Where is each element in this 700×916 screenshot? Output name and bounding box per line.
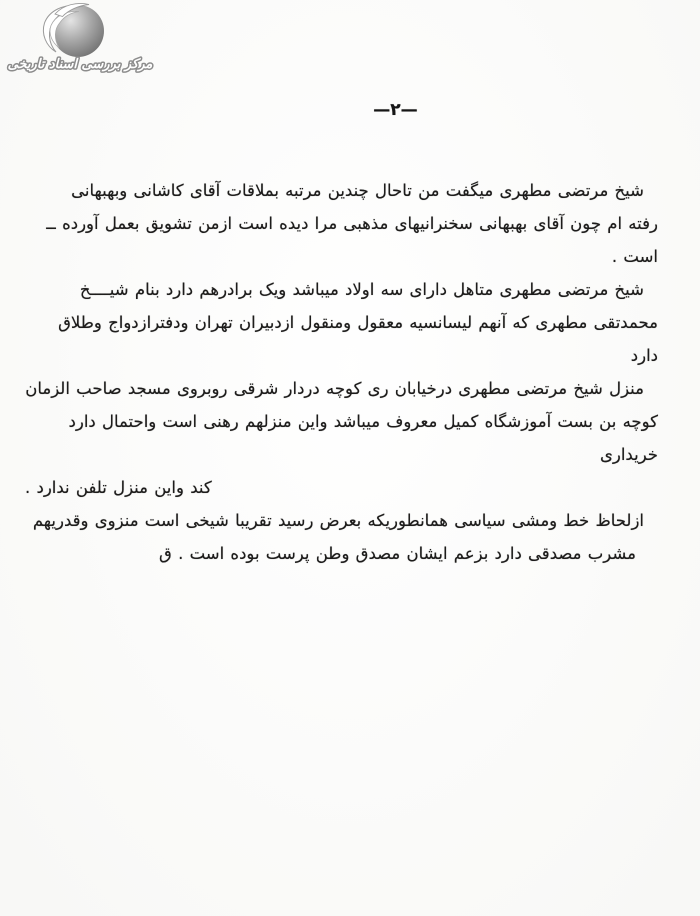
text-line: محمدتقی مطهری که آنهم لیسانسیه معقول ومنقول ازدبیران تهران ودفترازدواج وطلاق دارد — [58, 313, 658, 365]
text-line: شیخ مرتضی مطهری میگفت من تاحال چندین مرتبه بملاقات آقای کاشانی وبهبهانی — [71, 181, 644, 200]
archive-watermark — [4, 2, 156, 78]
text-line: است . — [611, 247, 658, 266]
book-globe-icon — [4, 2, 156, 78]
watermark-org-name: مرکز بررسی اسناد تاریخی — [7, 57, 153, 72]
text-line: رفته ام چون آقای بهبهانی سخنرانیهای مذهبی مرا دیده است ازمن تشویق بعمل آورده ــ — [46, 214, 658, 233]
text-line: شیخ مرتضی مطهری متاهل دارای سه اولاد میباشد ویک برادرهم دارد بنام شیــــخ — [79, 280, 644, 299]
page-number: —۲— — [373, 100, 418, 120]
text-line: ازلحاظ خط ومشی سیاسی همانطوریکه بعرض رسید تقریبا شیخی است منزوی وقدریهم — [32, 511, 644, 530]
paragraph-political-stance — [25, 504, 658, 570]
text-line: کند واین منزل تلفن ندارد . — [25, 478, 212, 497]
document-body — [25, 174, 658, 570]
text-line: منزل شیخ مرتضی مطهری درخیابان ری کوچه دردار شرقی روبروی مسجد صاحب الزمان — [25, 379, 644, 398]
paragraph-meetings — [25, 174, 658, 273]
paragraph-residence — [25, 372, 658, 504]
text-line: کوچه بن بست آموزشگاه کمیل معروف میباشد واین منزلهم رهنی است واحتمال دارد خریداری — [68, 412, 658, 464]
paragraph-family — [25, 273, 658, 372]
text-line: مشرب مصدقی دارد بزعم ایشان مصدق وطن پرست بوده است . ق — [159, 544, 636, 563]
